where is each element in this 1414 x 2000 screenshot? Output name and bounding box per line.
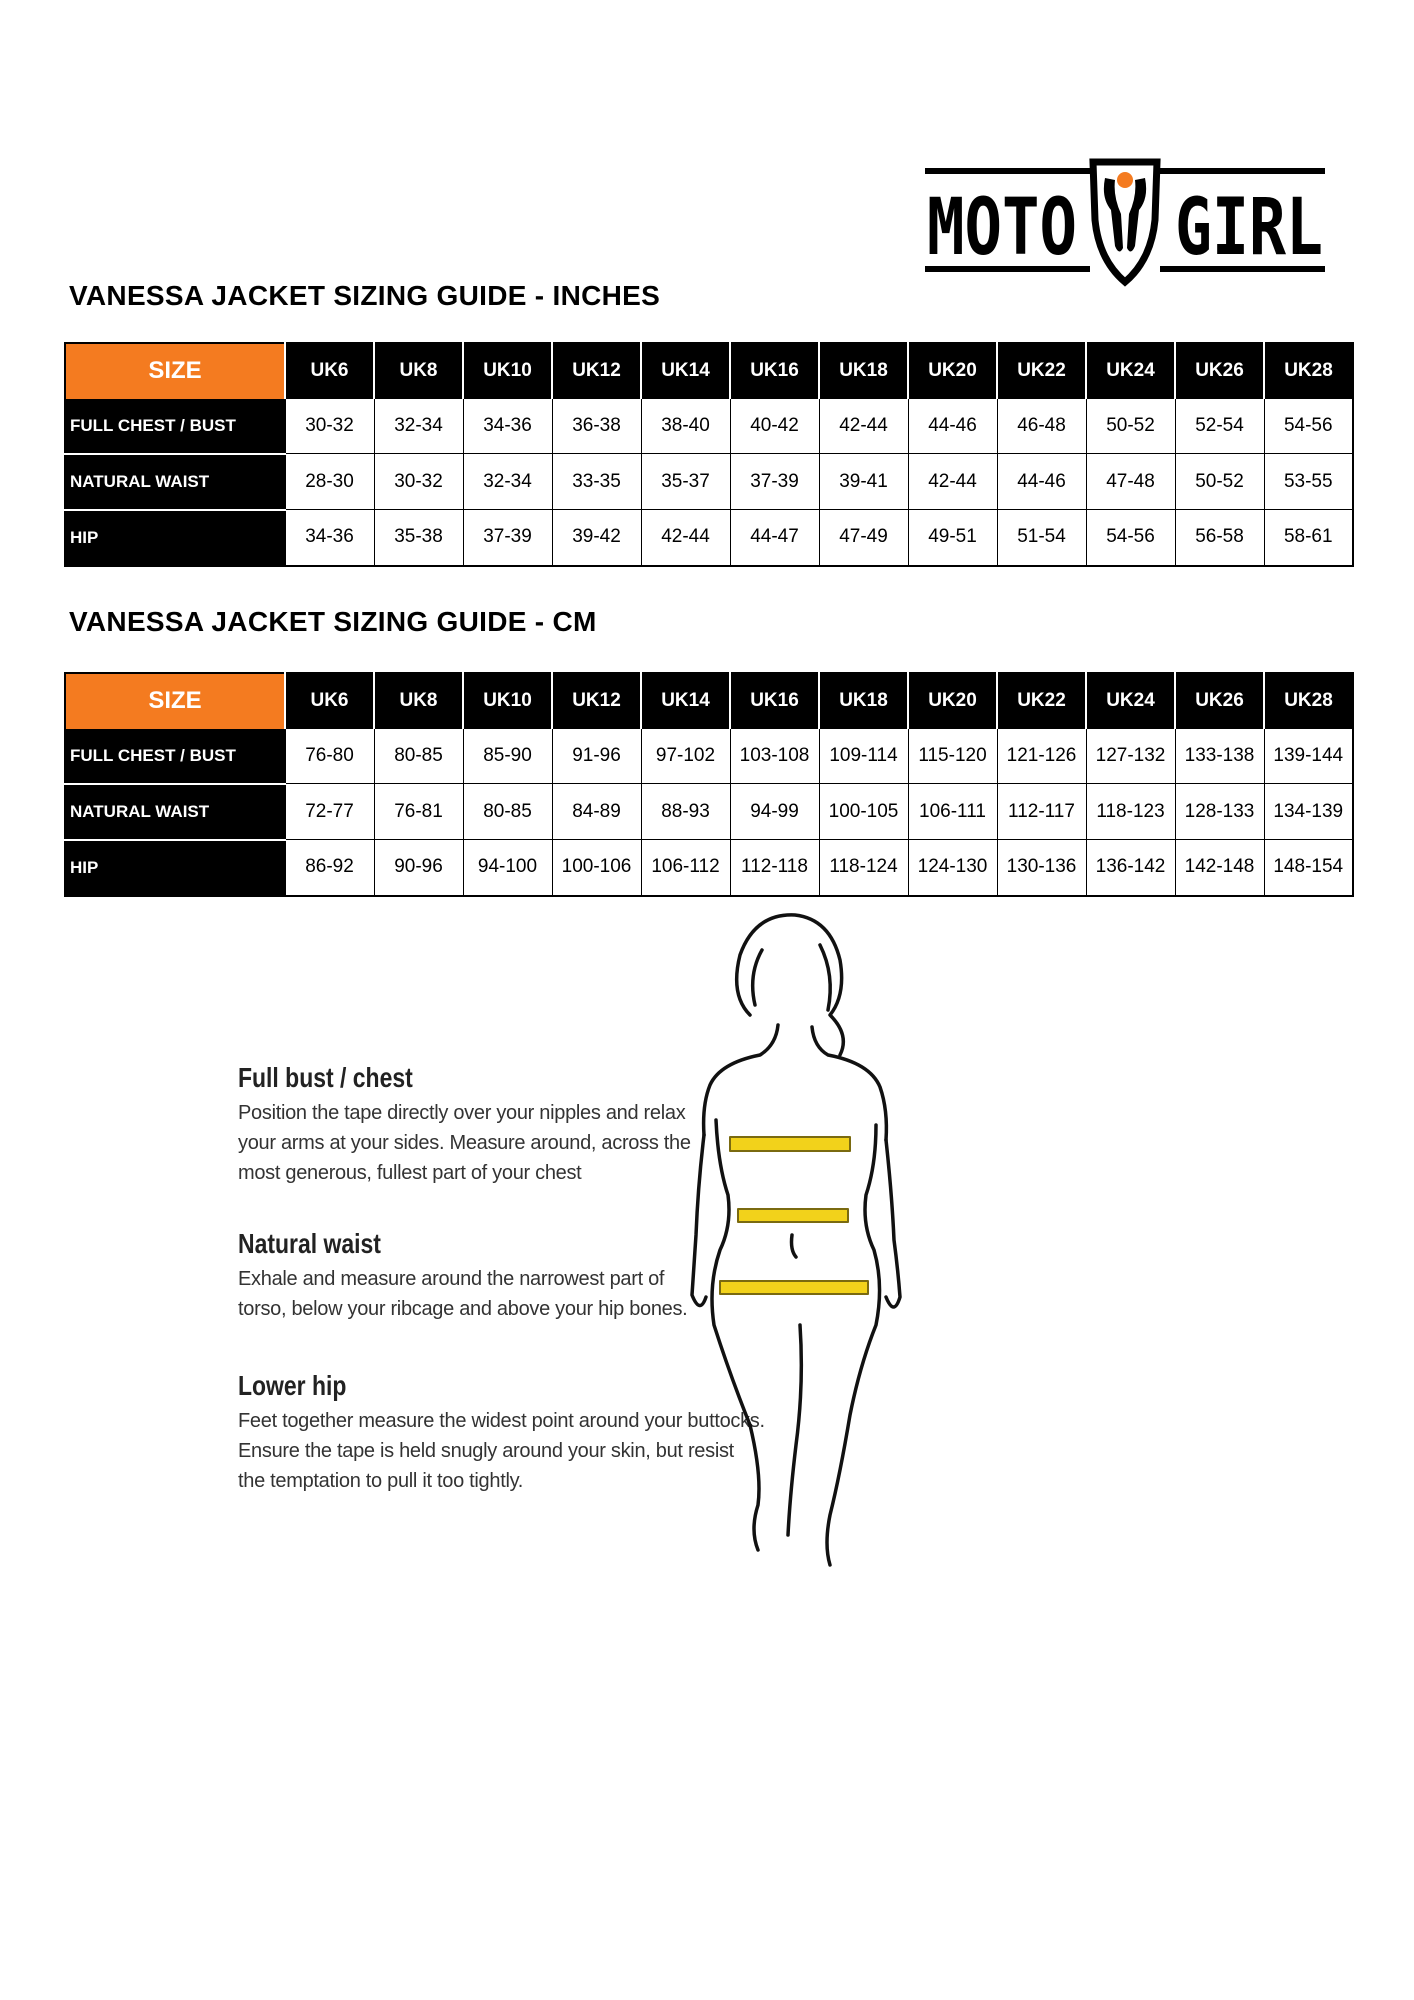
table-cell: 49-51: [908, 510, 997, 566]
size-column-header: UK24: [1086, 343, 1175, 399]
table-row: [65, 454, 1353, 510]
size-column-header: UK6: [285, 343, 374, 399]
logo-text-girl: GIRL: [1175, 183, 1323, 273]
table-cell: 34-36: [463, 399, 552, 454]
table-cell: 36-38: [552, 399, 641, 454]
table-cell: 124-130: [908, 840, 997, 896]
table-cell: 130-136: [997, 840, 1086, 896]
table-cell: 109-114: [819, 729, 908, 784]
table-cell: 112-117: [997, 784, 1086, 840]
table-cell: 30-32: [285, 399, 374, 454]
size-column-header: UK28: [1264, 343, 1353, 399]
table-cell: 106-111: [908, 784, 997, 840]
size-column-header: UK24: [1086, 673, 1175, 729]
size-column-header: UK18: [819, 343, 908, 399]
waist-tape-icon: [738, 1209, 848, 1222]
table-cell: 115-120: [908, 729, 997, 784]
table-cell: 47-48: [1086, 454, 1175, 510]
size-column-header: UK16: [730, 343, 819, 399]
table-cell: 133-138: [1175, 729, 1264, 784]
guide-bust-heading: Full bust / chest: [238, 1062, 413, 1093]
table-cell: 148-154: [1264, 840, 1353, 896]
table-row: [65, 510, 1353, 566]
table-cell: 46-48: [997, 399, 1086, 454]
table-cell: 58-61: [1264, 510, 1353, 566]
table-cell: 100-105: [819, 784, 908, 840]
size-column-header: UK14: [641, 343, 730, 399]
guide-text-line: Feet together measure the widest point around your buttocks.: [238, 1410, 765, 1432]
table-cell: 40-42: [730, 399, 819, 454]
inches-section-title: VANESSA JACKET SIZING GUIDE - INCHES: [69, 280, 661, 311]
body-silhouette-illustration: [680, 905, 940, 1585]
table-cell: 50-52: [1175, 454, 1264, 510]
table-cell: 85-90: [463, 729, 552, 784]
size-column-header: UK20: [908, 673, 997, 729]
table-cell: 30-32: [374, 454, 463, 510]
table-cell: 112-118: [730, 840, 819, 896]
table-cell: 118-124: [819, 840, 908, 896]
table-cell: 54-56: [1264, 399, 1353, 454]
table-cell: 44-46: [997, 454, 1086, 510]
guide-text-line: Exhale and measure around the narrowest part of: [238, 1268, 665, 1290]
table-cell: 94-100: [463, 840, 552, 896]
size-header-cell: SIZE: [65, 343, 285, 399]
table-cell: 134-139: [1264, 784, 1353, 840]
size-column-header: UK8: [374, 673, 463, 729]
size-header-cell: SIZE: [65, 673, 285, 729]
table-cell: 80-85: [463, 784, 552, 840]
table-cell: 37-39: [730, 454, 819, 510]
bust-tape-icon: [730, 1137, 850, 1151]
size-column-header: UK16: [730, 673, 819, 729]
shield-icon: [1093, 162, 1157, 282]
table-cell: 44-46: [908, 399, 997, 454]
size-column-header: UK12: [552, 673, 641, 729]
size-column-header: UK8: [374, 343, 463, 399]
row-label-waist: NATURAL WAIST: [65, 454, 285, 510]
size-column-header: UK20: [908, 343, 997, 399]
table-cell: 127-132: [1086, 729, 1175, 784]
table-cell: 37-39: [463, 510, 552, 566]
guide-text-line: Position the tape directly over your nipples and relax: [238, 1102, 686, 1124]
table-cell: 34-36: [285, 510, 374, 566]
row-label-hip: HIP: [65, 510, 285, 566]
table-cell: 86-92: [285, 840, 374, 896]
cm-size-table: [64, 672, 1354, 897]
table-header-row: [65, 673, 1353, 729]
table-cell: 56-58: [1175, 510, 1264, 566]
table-cell: 103-108: [730, 729, 819, 784]
table-cell: 39-41: [819, 454, 908, 510]
table-cell: 84-89: [552, 784, 641, 840]
table-cell: 139-144: [1264, 729, 1353, 784]
table-cell: 97-102: [641, 729, 730, 784]
table-cell: 35-38: [374, 510, 463, 566]
guide-hip-heading: Lower hip: [238, 1370, 347, 1401]
size-column-header: UK26: [1175, 343, 1264, 399]
row-label-hip: HIP: [65, 840, 285, 896]
cm-section-title: VANESSA JACKET SIZING GUIDE - CM: [69, 606, 597, 637]
table-cell: 118-123: [1086, 784, 1175, 840]
table-cell: 54-56: [1086, 510, 1175, 566]
row-label-waist: NATURAL WAIST: [65, 784, 285, 840]
table-cell: 94-99: [730, 784, 819, 840]
table-cell: 80-85: [374, 729, 463, 784]
row-label-bust: FULL CHEST / BUST: [65, 399, 285, 454]
size-column-header: UK6: [285, 673, 374, 729]
table-cell: 42-44: [641, 510, 730, 566]
row-label-bust: FULL CHEST / BUST: [65, 729, 285, 784]
logo-text-moto: MOTO: [927, 183, 1077, 273]
table-cell: 106-112: [641, 840, 730, 896]
table-cell: 72-77: [285, 784, 374, 840]
table-cell: 52-54: [1175, 399, 1264, 454]
guide-waist-heading: Natural waist: [238, 1228, 381, 1259]
table-cell: 53-55: [1264, 454, 1353, 510]
moto-girl-logo: [925, 158, 1325, 286]
table-cell: 42-44: [908, 454, 997, 510]
table-cell: 38-40: [641, 399, 730, 454]
table-row: [65, 729, 1353, 784]
table-cell: 42-44: [819, 399, 908, 454]
size-column-header: UK22: [997, 343, 1086, 399]
table-cell: 50-52: [1086, 399, 1175, 454]
guide-text-line: Ensure the tape is held snugly around your skin, but resist: [238, 1440, 734, 1462]
table-cell: 88-93: [641, 784, 730, 840]
table-cell: 142-148: [1175, 840, 1264, 896]
size-column-header: UK28: [1264, 673, 1353, 729]
hip-tape-icon: [720, 1281, 868, 1294]
table-header-row: [65, 343, 1353, 399]
table-cell: 76-80: [285, 729, 374, 784]
table-cell: 32-34: [463, 454, 552, 510]
guide-text-line: the temptation to pull it too tightly.: [238, 1470, 524, 1492]
table-cell: 28-30: [285, 454, 374, 510]
table-cell: 100-106: [552, 840, 641, 896]
table-cell: 51-54: [997, 510, 1086, 566]
guide-text-line: torso, below your ribcage and above your hip bones.: [238, 1298, 688, 1320]
table-cell: 76-81: [374, 784, 463, 840]
guide-text-line: most generous, fullest part of your chest: [238, 1162, 582, 1184]
size-column-header: UK18: [819, 673, 908, 729]
size-column-header: UK12: [552, 343, 641, 399]
table-cell: 39-42: [552, 510, 641, 566]
table-row: [65, 399, 1353, 454]
table-cell: 136-142: [1086, 840, 1175, 896]
size-column-header: UK14: [641, 673, 730, 729]
table-row: [65, 784, 1353, 840]
size-column-header: UK26: [1175, 673, 1264, 729]
size-column-header: UK22: [997, 673, 1086, 729]
table-cell: 128-133: [1175, 784, 1264, 840]
table-cell: 44-47: [730, 510, 819, 566]
table-cell: 91-96: [552, 729, 641, 784]
table-cell: 33-35: [552, 454, 641, 510]
size-column-header: UK10: [463, 343, 552, 399]
table-row: [65, 840, 1353, 896]
table-cell: 35-37: [641, 454, 730, 510]
table-cell: 90-96: [374, 840, 463, 896]
guide-text-line: your arms at your sides. Measure around, across the: [238, 1132, 691, 1154]
table-cell: 47-49: [819, 510, 908, 566]
inches-size-table: [64, 342, 1354, 567]
table-cell: 32-34: [374, 399, 463, 454]
size-column-header: UK10: [463, 673, 552, 729]
table-cell: 121-126: [997, 729, 1086, 784]
